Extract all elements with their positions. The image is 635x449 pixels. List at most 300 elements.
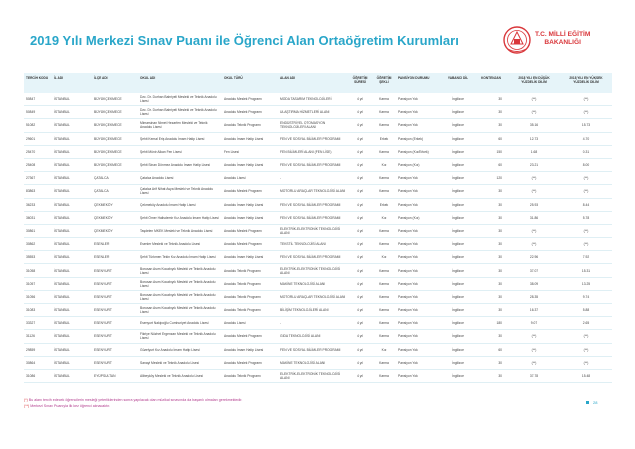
table-cell: ESENYURT: [92, 330, 138, 343]
table-cell: 30: [474, 185, 508, 198]
table-cell: Çatalca Arif Nihat Asya Mesleki ve Teknik Anadolu Lisesi: [138, 185, 222, 198]
logo-line-1: T.C. MİLLİ EĞİTİM: [535, 31, 591, 38]
table-cell: (**): [508, 224, 560, 237]
table-cell: 8.44: [560, 198, 612, 211]
table-cell: 4 yıl: [348, 145, 372, 158]
table-cell: 30: [474, 304, 508, 317]
table-cell: Pansiyon Yok: [396, 277, 442, 290]
table-cell: MOTORLU ARAÇLAR TEKNOLOJİSİ ALANI: [278, 185, 348, 198]
table-cell: Esenler Mesleki ve Teknik Anadolu Lisesi: [138, 238, 222, 251]
table-cell: Anadolu Teknik Programı: [222, 264, 278, 277]
table-cell: Borusan Asım Kocabıyık Mesleki ve Teknik Anadolu Lisesi: [138, 264, 222, 277]
table-cell: (**): [508, 106, 560, 119]
table-cell: Pansiyon (Kız): [396, 158, 442, 171]
table-cell: Pansiyon Yok: [396, 106, 442, 119]
table-row: [24, 172, 612, 185]
table-cell: Pansiyon Yok: [396, 343, 442, 356]
table-cell: 180: [474, 317, 508, 330]
table-cell: 29859: [24, 343, 52, 356]
table-cell: İSTANBUL: [52, 330, 92, 343]
table-cell: BÜYÜKÇEKMECE: [92, 119, 138, 132]
table-cell: Pansiyon Yok: [396, 264, 442, 277]
table-cell: İngilizce: [442, 132, 474, 145]
table-cell: 7.92: [560, 251, 612, 264]
table-cell: (**): [508, 330, 560, 343]
table-cell: FEN VE SOSYAL BİLİMLER PROGRAMI: [278, 211, 348, 224]
table-cell: 4 yıl: [348, 158, 372, 171]
table-cell: (**): [560, 93, 612, 106]
table-cell: ÇEKMEKÖY: [92, 224, 138, 237]
table-cell: (**): [560, 224, 612, 237]
table-cell: Pansiyon Yok: [396, 224, 442, 237]
table-cell: Pansiyon (Kız): [396, 211, 442, 224]
table-cell: (**): [508, 93, 560, 106]
table-row: [24, 356, 612, 369]
table-cell: Anadolu Meslek Programı: [222, 93, 278, 106]
table-cell: 12.73: [508, 132, 560, 145]
table-cell: 15.31: [560, 264, 612, 277]
table-cell: 31058: [24, 264, 52, 277]
table-cell: İSTANBUL: [52, 172, 92, 185]
table-cell: Kız: [372, 251, 396, 264]
table-cell: 2.65: [560, 317, 612, 330]
table-cell: İngilizce: [442, 211, 474, 224]
table-row: [24, 211, 612, 224]
table-cell: İSTANBUL: [52, 185, 92, 198]
table-cell: -: [278, 317, 348, 330]
table-row: [24, 238, 612, 251]
table-cell: İngilizce: [442, 119, 474, 132]
table-cell: 16.37: [508, 304, 560, 317]
table-cell: Anadolu Meslek Programı: [222, 238, 278, 251]
table-cell: Pansiyon Yok: [396, 198, 442, 211]
table-cell: (**): [508, 172, 560, 185]
schools-table: [24, 73, 612, 383]
table-cell: ESENLER: [92, 238, 138, 251]
table-cell: Pansiyon Yok: [396, 290, 442, 303]
table-cell: 31126: [24, 330, 52, 343]
table-cell: 30: [474, 356, 508, 369]
table-cell: Karma: [372, 145, 396, 158]
table-cell: Pansiyon Yok: [396, 251, 442, 264]
column-header: İLÇE ADI: [92, 73, 138, 93]
table-cell: ESENYURT: [92, 264, 138, 277]
table-cell: İSTANBUL: [52, 277, 92, 290]
table-cell: Güzelyurt Kız Anadolu İmam Hatip Lisesi: [138, 343, 222, 356]
table-cell: 13.25: [560, 277, 612, 290]
table-cell: ESENYURT: [92, 290, 138, 303]
table-cell: 31.86: [508, 211, 560, 224]
table-cell: 4 yıl: [348, 304, 372, 317]
meb-logo-text: [535, 31, 590, 47]
table-cell: İngilizce: [442, 93, 474, 106]
table-cell: 37.07: [508, 264, 560, 277]
table-cell: İSTANBUL: [52, 356, 92, 369]
table-cell: 30: [474, 251, 508, 264]
table-cell: 30: [474, 290, 508, 303]
table-cell: Karma: [372, 330, 396, 343]
table-cell: 31056: [24, 290, 52, 303]
table-cell: Alibeyköy Mesleki ve Teknik Anadolu Lisesi: [138, 369, 222, 382]
meb-logo: [502, 24, 612, 56]
table-cell: 9.07: [508, 317, 560, 330]
table-cell: İngilizce: [442, 145, 474, 158]
table-cell: İSTANBUL: [52, 317, 92, 330]
table-cell: (**): [560, 172, 612, 185]
table-cell: Dzc. Dr. Durhan Bahriyeli Mesleki ve Teknik Anadolu Lisesi: [138, 93, 222, 106]
table-cell: Şehit Sinan Dönmez Anadolu İmam Hatip Lisesi: [138, 158, 222, 171]
table-cell: Karma: [372, 119, 396, 132]
table-cell: 30: [474, 264, 508, 277]
column-header: PANSİYON DURUMU: [396, 73, 442, 93]
table-cell: İngilizce: [442, 172, 474, 185]
table-cell: 4 yıl: [348, 369, 372, 382]
table-cell: 28.35: [508, 290, 560, 303]
table-cell: MAKİNE TEKNOLOJİSİ ALANI: [278, 277, 348, 290]
table-cell: 31083: [24, 304, 52, 317]
table-cell: İSTANBUL: [52, 198, 92, 211]
table-cell: BÜYÜKÇEKMECE: [92, 145, 138, 158]
table-cell: 36031: [24, 211, 52, 224]
table-cell: İSTANBUL: [52, 106, 92, 119]
table-cell: Pansiyon (Kız/Erkek): [396, 145, 442, 158]
table-cell: TEKSTİL TEKNOLOJİSİ ALANI: [278, 238, 348, 251]
meb-emblem-icon: [502, 24, 532, 56]
table-cell: Karma: [372, 93, 396, 106]
table-cell: ESENYURT: [92, 304, 138, 317]
table-row: [24, 224, 612, 237]
table-cell: İSTANBUL: [52, 238, 92, 251]
page-number-text: 28: [593, 400, 598, 405]
logo-line-2: BAKANLIĞI: [544, 39, 581, 46]
table-cell: Karma: [372, 317, 396, 330]
table-cell: 30: [474, 119, 508, 132]
page-header: [0, 0, 635, 60]
table-cell: MODA TASARIM TEKNOLOJİLERİ: [278, 93, 348, 106]
table-cell: 30: [474, 198, 508, 211]
table-cell: Kız: [372, 343, 396, 356]
footnote-text: Bu alanı tercih edecek öğrencilerin mesleği yeterliklerinden sonra yapılacak olan müzikal sınavında da başarılı olmaları gerekmektedir.: [27, 398, 243, 402]
table-cell: Pansiyon Yok: [396, 185, 442, 198]
table-cell: 8.00: [560, 158, 612, 171]
table-cell: 4 yıl: [348, 93, 372, 106]
table-cell: Şehit Kemal Eriş Anadolu İmam Hatip Lisesi: [138, 132, 222, 145]
table-cell: İSTANBUL: [52, 119, 92, 132]
table-cell: Anadolu İmam Hatip Lisesi: [222, 211, 278, 224]
table-cell: 5.78: [560, 211, 612, 224]
table-cell: ÇEKMEKÖY: [92, 198, 138, 211]
table-cell: Karma: [372, 304, 396, 317]
table-cell: 35.16: [508, 119, 560, 132]
table-cell: Anadolu Teknik Programı: [222, 119, 278, 132]
table-cell: Karma: [372, 290, 396, 303]
table-cell: FEN BİLİMLERİ ALANI (FEN LİSE): [278, 145, 348, 158]
table-cell: 25408: [24, 158, 52, 171]
table-cell: FEN VE SOSYAL BİLİMLER PROGRAMI: [278, 198, 348, 211]
table-cell: 4 yıl: [348, 356, 372, 369]
table-cell: Çatalca Anadolu Lisesi: [138, 172, 222, 185]
table-cell: Taşdelen MKEK Mesleki ve Teknik Anadolu Lisesi: [138, 224, 222, 237]
table-row: [24, 343, 612, 356]
table-cell: İSTANBUL: [52, 251, 92, 264]
table-cell: 23.21: [508, 158, 560, 171]
table-cell: Anadolu Meslek Programı: [222, 185, 278, 198]
table-cell: BÜYÜKÇEKMECE: [92, 93, 138, 106]
table-cell: 4 yıl: [348, 330, 372, 343]
table-cell: Anadolu İmam Hatip Lisesi: [222, 198, 278, 211]
column-header: ÖĞRETİM SÜRESİ: [348, 73, 372, 93]
table-cell: 38.09: [508, 277, 560, 290]
table-cell: 27367: [24, 172, 52, 185]
table-cell: 4 yıl: [348, 238, 372, 251]
table-cell: İSTANBUL: [52, 93, 92, 106]
table-cell: Anadolu İmam Hatip Lisesi: [222, 343, 278, 356]
footnote-mark: (*): [24, 398, 28, 402]
table-cell: 120: [474, 172, 508, 185]
table-cell: 4 yıl: [348, 132, 372, 145]
table-cell: 30: [474, 369, 508, 382]
table-cell: Anadolu Teknik Programı: [222, 304, 278, 317]
table-cell: 4 yıl: [348, 264, 372, 277]
table-cell: 30864: [24, 356, 52, 369]
table-cell: 29601: [24, 132, 52, 145]
table-cell: 4 yıl: [348, 343, 372, 356]
table-row: [24, 251, 612, 264]
column-header: OKUL TÜRÜ: [222, 73, 278, 93]
table-cell: Anadolu Meslek Programı: [222, 330, 278, 343]
table-row: [24, 264, 612, 277]
table-cell: 25470: [24, 145, 52, 158]
table-cell: 50849: [24, 106, 52, 119]
table-cell: 30: [474, 238, 508, 251]
table-cell: 1.68: [508, 145, 560, 158]
column-header: İL ADI: [52, 73, 92, 93]
table-cell: İSTANBUL: [52, 343, 92, 356]
table-cell: FEN VE SOSYAL BİLİMLER PROGRAMI: [278, 158, 348, 171]
table-cell: İSTANBUL: [52, 145, 92, 158]
table-cell: ELEKTRİK-ELEKTRONİK TEKNOLOJİSİ ALANI: [278, 224, 348, 237]
table-cell: İSTANBUL: [52, 158, 92, 171]
table-cell: Pansiyon Yok: [396, 330, 442, 343]
table-cell: Şehit Ömer Halisdemir Kız Anadolu İmam Hatip Lisesi: [138, 211, 222, 224]
table-row: [24, 290, 612, 303]
table-cell: İngilizce: [442, 290, 474, 303]
table-cell: 4 yıl: [348, 172, 372, 185]
table-cell: 50847: [24, 93, 52, 106]
table-cell: İngilizce: [442, 343, 474, 356]
table-cell: İSTANBUL: [52, 132, 92, 145]
table-cell: 22.96: [508, 251, 560, 264]
table-cell: Erkek: [372, 198, 396, 211]
table-cell: Karma: [372, 224, 396, 237]
table-cell: Karma: [372, 106, 396, 119]
table-cell: (**): [560, 330, 612, 343]
table-cell: Dzc. Dr. Durhan Bahriyeli Mesleki ve Teknik Anadolu Lisesi: [138, 106, 222, 119]
table-body: [24, 93, 612, 383]
table-cell: İngilizce: [442, 330, 474, 343]
table-cell: Karma: [372, 264, 396, 277]
table-cell: İngilizce: [442, 106, 474, 119]
table-cell: 4 yıl: [348, 211, 372, 224]
table-cell: (**): [508, 356, 560, 369]
table-cell: Karma: [372, 369, 396, 382]
table-cell: İngilizce: [442, 224, 474, 237]
table-cell: 4 yıl: [348, 251, 372, 264]
table-cell: Anadolu Teknik Programı: [222, 369, 278, 382]
table-cell: İSTANBUL: [52, 264, 92, 277]
table-cell: Fikriye Nüzhet Ergenzan Mesleki ve Teknik Anadolu Lisesi: [138, 330, 222, 343]
table-cell: Sanayi Mesleki ve Teknik Anadolu Lisesi: [138, 356, 222, 369]
table-cell: -: [278, 172, 348, 185]
table-cell: İngilizce: [442, 264, 474, 277]
table-cell: Şehit Münir Alkan Fen Lisesi: [138, 145, 222, 158]
table-cell: Pansiyon Yok: [396, 356, 442, 369]
footnote-text: Merkezi Sınav Puanıyla ilk kez öğrenci alınacaktır.: [29, 403, 111, 408]
table-cell: 4 yıl: [348, 198, 372, 211]
table-cell: Pansiyon Yok: [396, 172, 442, 185]
table-cell: 51082: [24, 119, 52, 132]
table-cell: İngilizce: [442, 158, 474, 171]
table-cell: Şehit Türkmen Tekin Kız Anadolu İmam Hatip Lisesi: [138, 251, 222, 264]
table-cell: İngilizce: [442, 369, 474, 382]
table-row: [24, 185, 612, 198]
footnotes: [24, 398, 242, 409]
table-row: [24, 317, 612, 330]
table-row: [24, 132, 612, 145]
table-cell: Karma: [372, 185, 396, 198]
table-cell: Anadolu Teknik Programı: [222, 290, 278, 303]
table-cell: (**): [560, 106, 612, 119]
table-cell: Anadolu Meslek Programı: [222, 106, 278, 119]
table-cell: 4 yıl: [348, 290, 372, 303]
table-cell: 35553: [24, 251, 52, 264]
table-cell: 25.93: [508, 198, 560, 211]
table-cell: Anadolu Teknik Programı: [222, 277, 278, 290]
table-cell: 60: [474, 158, 508, 171]
table-cell: İSTANBUL: [52, 224, 92, 237]
table-cell: 33327: [24, 317, 52, 330]
table-cell: ELEKTRİK-ELEKTRONİK TEKNOLOJİSİ ALANI: [278, 264, 348, 277]
page-number: [586, 400, 597, 405]
column-header: ÖĞRETİM ŞEKLİ: [372, 73, 396, 93]
table-cell: 0.31: [560, 145, 612, 158]
table-cell: ESENYURT: [92, 343, 138, 356]
table-cell: Pansiyon (Erkek): [396, 132, 442, 145]
table-cell: Anadolu Meslek Programı: [222, 356, 278, 369]
table-cell: Karma: [372, 277, 396, 290]
table-cell: Karma: [372, 172, 396, 185]
column-header: OKUL ADI: [138, 73, 222, 93]
table-cell: (**): [508, 238, 560, 251]
table-cell: Karma: [372, 238, 396, 251]
table-cell: Karma: [372, 356, 396, 369]
table-cell: Anadolu İmam Hatip Lisesi: [222, 251, 278, 264]
table-cell: İngilizce: [442, 304, 474, 317]
table-row: [24, 145, 612, 158]
table-cell: Esenyurt Nakipoğlu Cumhuriyet Anadolu Lisesi: [138, 317, 222, 330]
table-cell: İngilizce: [442, 317, 474, 330]
table-cell: 4 yıl: [348, 317, 372, 330]
column-header: ALAN ADI: [278, 73, 348, 93]
table-cell: 30: [474, 224, 508, 237]
table-row: [24, 304, 612, 317]
table-cell: 4.70: [560, 132, 612, 145]
table-row: [24, 277, 612, 290]
table-cell: Fen Lisesi: [222, 145, 278, 158]
table-cell: BÜYÜKÇEKMECE: [92, 106, 138, 119]
table-cell: 30: [474, 330, 508, 343]
table-cell: Pansiyon Yok: [396, 317, 442, 330]
table-cell: Anadolu Lisesi: [222, 172, 278, 185]
table-cell: 15.48: [560, 369, 612, 382]
table-cell: Çekmeköy Anadolu İmam Hatip Lisesi: [138, 198, 222, 211]
table-cell: 30862: [24, 238, 52, 251]
table-cell: GIDA TEKNOLOJİSİ ALANI: [278, 330, 348, 343]
table-cell: (**): [560, 185, 612, 198]
table-row: [24, 106, 612, 119]
table-cell: Mimarsinan Nimet Hezarfen Mesleki ve Teknik Anadolu Lisesi: [138, 119, 222, 132]
page-marker-icon: [586, 401, 589, 404]
table-cell: ÇEKMEKÖY: [92, 211, 138, 224]
column-header: TERCİH KODU: [24, 73, 52, 93]
table-cell: Anadolu İmam Hatip Lisesi: [222, 132, 278, 145]
table-cell: İngilizce: [442, 251, 474, 264]
table-cell: İSTANBUL: [52, 290, 92, 303]
table-cell: (**): [560, 238, 612, 251]
footnote-2: [24, 404, 242, 410]
table-cell: Pansiyon Yok: [396, 369, 442, 382]
table-cell: (**): [560, 356, 612, 369]
table-cell: İngilizce: [442, 198, 474, 211]
table-cell: İSTANBUL: [52, 304, 92, 317]
table-cell: ESENLER: [92, 251, 138, 264]
table-cell: 4 yıl: [348, 185, 372, 198]
table-cell: 83863: [24, 185, 52, 198]
table-cell: Erkek: [372, 132, 396, 145]
page-title: 2019 Yılı Merkezi Sınav Puanı ile Öğrenci Alan Ortaöğretim Kurumları: [30, 33, 459, 48]
table-row: [24, 93, 612, 106]
table-cell: İngilizce: [442, 185, 474, 198]
table-cell: ENDÜSTRİYEL OTOMASYON TEKNOLOJİLERİ ALANI: [278, 119, 348, 132]
table-cell: İSTANBUL: [52, 369, 92, 382]
table-cell: ESENYURT: [92, 356, 138, 369]
column-header: KONTENJAN: [474, 73, 508, 93]
table-cell: Anadolu Lisesi: [222, 317, 278, 330]
table-row: [24, 330, 612, 343]
table-cell: 4 yıl: [348, 277, 372, 290]
table-cell: İngilizce: [442, 356, 474, 369]
table-cell: 4 yıl: [348, 119, 372, 132]
column-header: 2018 YILI EN DÜŞÜK YÜZDELİK DİLİM: [508, 73, 560, 93]
table-cell: İSTANBUL: [52, 211, 92, 224]
table-cell: 150: [474, 145, 508, 158]
table-cell: İngilizce: [442, 238, 474, 251]
table-cell: 30: [474, 277, 508, 290]
table-cell: 31057: [24, 277, 52, 290]
table-cell: 30861: [24, 224, 52, 237]
table-cell: Pansiyon Yok: [396, 119, 442, 132]
table-cell: Borusan Asım Kocabıyık Mesleki ve Teknik Anadolu Lisesi: [138, 304, 222, 317]
table-cell: FEN VE SOSYAL BİLİMLER PROGRAMI: [278, 132, 348, 145]
table-row: [24, 369, 612, 382]
table-cell: Anadolu Meslek Programı: [222, 224, 278, 237]
table-cell: ULAŞTIRMA HİZMETLERİ ALANI: [278, 106, 348, 119]
table-cell: Kız: [372, 158, 396, 171]
table-cell: Pansiyon Yok: [396, 238, 442, 251]
table-cell: 15.73: [560, 119, 612, 132]
table-cell: Pansiyon Yok: [396, 93, 442, 106]
table-cell: BİLİŞİM TEKNOLOJİLERİ ALANI: [278, 304, 348, 317]
